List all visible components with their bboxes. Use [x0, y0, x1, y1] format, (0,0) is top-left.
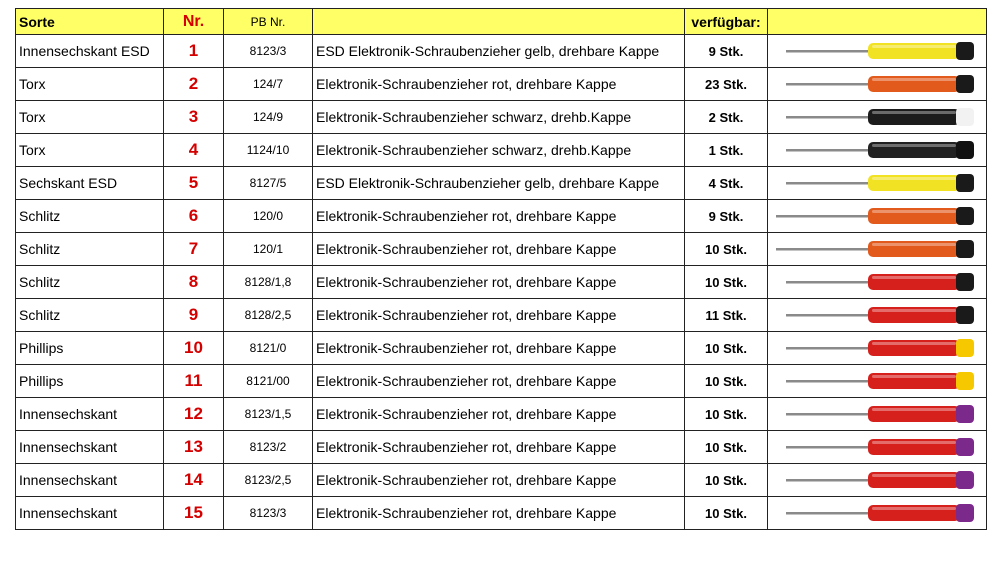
- cell-nr: 3: [164, 101, 224, 134]
- screwdriver-shaft: [786, 50, 872, 53]
- table-row: [16, 200, 987, 233]
- screwdriver-icon: [772, 72, 982, 96]
- screwdriver-shine: [872, 45, 956, 48]
- screwdriver-shaft: [786, 314, 872, 317]
- screwdriver-cap: [956, 504, 974, 522]
- screwdriver-shaft: [786, 380, 872, 383]
- table-row: [16, 35, 987, 68]
- screwdriver-cap: [956, 108, 974, 126]
- cell-image: [768, 68, 987, 101]
- screwdriver-shaft: [786, 116, 872, 119]
- cell-pb-nr: 8123/1,5: [224, 398, 313, 431]
- cell-description: Elektronik-Schraubenzieher rot, drehbare Kappe: [313, 431, 685, 464]
- screwdriver-shaft: [786, 446, 872, 449]
- screwdriver-cap: [956, 405, 974, 423]
- screwdriver-icon: [772, 402, 982, 426]
- screwdriver-shine: [872, 144, 956, 147]
- cell-image: [768, 233, 987, 266]
- screwdriver-icon: [772, 171, 982, 195]
- cell-pb-nr: 8121/00: [224, 365, 313, 398]
- cell-verfuegbar: 10 Stk.: [685, 233, 768, 266]
- cell-verfuegbar: 4 Stk.: [685, 167, 768, 200]
- cell-pb-nr: 8121/0: [224, 332, 313, 365]
- table-row: [16, 497, 987, 530]
- screwdriver-cap: [956, 174, 974, 192]
- table-row: [16, 266, 987, 299]
- cell-verfuegbar: 23 Stk.: [685, 68, 768, 101]
- screwdriver-shine: [872, 177, 956, 180]
- cell-description: Elektronik-Schraubenzieher rot, drehbare Kappe: [313, 233, 685, 266]
- cell-verfuegbar: 2 Stk.: [685, 101, 768, 134]
- table-row: [16, 365, 987, 398]
- screwdriver-icon: [772, 237, 982, 261]
- cell-sorte: Torx: [16, 101, 164, 134]
- screwdriver-shine: [872, 78, 956, 81]
- cell-nr: 10: [164, 332, 224, 365]
- screwdriver-cap: [956, 471, 974, 489]
- table-row: [16, 299, 987, 332]
- cell-image: [768, 398, 987, 431]
- screwdriver-table: [15, 8, 987, 530]
- cell-image: [768, 299, 987, 332]
- cell-pb-nr: 124/9: [224, 101, 313, 134]
- cell-verfuegbar: 10 Stk.: [685, 332, 768, 365]
- cell-pb-nr: 8123/2,5: [224, 464, 313, 497]
- screwdriver-shaft: [786, 149, 872, 152]
- cell-sorte: Torx: [16, 134, 164, 167]
- cell-verfuegbar: 10 Stk.: [685, 266, 768, 299]
- header-pb-nr: PB Nr.: [224, 9, 313, 35]
- cell-sorte: Phillips: [16, 365, 164, 398]
- screwdriver-shine: [872, 474, 956, 477]
- table-row: [16, 332, 987, 365]
- screwdriver-shaft: [776, 248, 872, 251]
- cell-nr: 8: [164, 266, 224, 299]
- screwdriver-icon: [772, 204, 982, 228]
- screwdriver-cap: [956, 240, 974, 258]
- screwdriver-icon: [772, 138, 982, 162]
- cell-sorte: Innensechskant: [16, 431, 164, 464]
- screwdriver-icon: [772, 105, 982, 129]
- cell-description: Elektronik-Schraubenzieher rot, drehbare Kappe: [313, 398, 685, 431]
- screwdriver-shine: [872, 243, 956, 246]
- screwdriver-cap: [956, 372, 974, 390]
- table-row: [16, 134, 987, 167]
- cell-description: Elektronik-Schraubenzieher rot, drehbare Kappe: [313, 332, 685, 365]
- cell-verfuegbar: 9 Stk.: [685, 35, 768, 68]
- header-description: [313, 9, 685, 35]
- screwdriver-icon: [772, 435, 982, 459]
- screwdriver-icon: [772, 303, 982, 327]
- cell-nr: 4: [164, 134, 224, 167]
- screwdriver-icon: [772, 39, 982, 63]
- header-row: [16, 9, 987, 35]
- cell-pb-nr: 120/1: [224, 233, 313, 266]
- cell-sorte: Innensechskant: [16, 398, 164, 431]
- cell-verfuegbar: 10 Stk.: [685, 497, 768, 530]
- cell-nr: 14: [164, 464, 224, 497]
- screwdriver-cap: [956, 207, 974, 225]
- cell-sorte: Schlitz: [16, 266, 164, 299]
- cell-description: Elektronik-Schraubenzieher rot, drehbare Kappe: [313, 68, 685, 101]
- cell-image: [768, 332, 987, 365]
- cell-nr: 7: [164, 233, 224, 266]
- header-image: [768, 9, 987, 35]
- cell-sorte: Schlitz: [16, 200, 164, 233]
- cell-nr: 15: [164, 497, 224, 530]
- cell-pb-nr: 8128/1,8: [224, 266, 313, 299]
- cell-sorte: Sechskant ESD: [16, 167, 164, 200]
- screwdriver-shine: [872, 507, 956, 510]
- table-row: [16, 431, 987, 464]
- cell-description: Elektronik-Schraubenzieher schwarz, drehb.Kappe: [313, 101, 685, 134]
- cell-pb-nr: 8128/2,5: [224, 299, 313, 332]
- cell-verfuegbar: 10 Stk.: [685, 431, 768, 464]
- cell-sorte: Innensechskant: [16, 464, 164, 497]
- cell-pb-nr: 124/7: [224, 68, 313, 101]
- screwdriver-shaft: [786, 182, 872, 185]
- cell-description: Elektronik-Schraubenzieher schwarz, drehb.Kappe: [313, 134, 685, 167]
- cell-image: [768, 200, 987, 233]
- cell-description: ESD Elektronik-Schraubenzieher gelb, drehbare Kappe: [313, 35, 685, 68]
- screwdriver-shine: [872, 375, 956, 378]
- cell-pb-nr: 120/0: [224, 200, 313, 233]
- cell-description: Elektronik-Schraubenzieher rot, drehbare Kappe: [313, 497, 685, 530]
- screwdriver-icon: [772, 336, 982, 360]
- screwdriver-shine: [872, 408, 956, 411]
- screwdriver-cap: [956, 339, 974, 357]
- cell-nr: 13: [164, 431, 224, 464]
- table-row: [16, 167, 987, 200]
- cell-sorte: Torx: [16, 68, 164, 101]
- screwdriver-shine: [872, 441, 956, 444]
- cell-nr: 5: [164, 167, 224, 200]
- cell-verfuegbar: 10 Stk.: [685, 398, 768, 431]
- table-row: [16, 398, 987, 431]
- screwdriver-shaft: [786, 479, 872, 482]
- screwdriver-cap: [956, 141, 974, 159]
- cell-image: [768, 266, 987, 299]
- cell-description: ESD Elektronik-Schraubenzieher gelb, drehbare Kappe: [313, 167, 685, 200]
- cell-verfuegbar: 11 Stk.: [685, 299, 768, 332]
- cell-image: [768, 497, 987, 530]
- cell-nr: 9: [164, 299, 224, 332]
- screwdriver-shaft: [786, 512, 872, 515]
- cell-image: [768, 167, 987, 200]
- cell-verfuegbar: 10 Stk.: [685, 365, 768, 398]
- cell-pb-nr: 8127/5: [224, 167, 313, 200]
- cell-image: [768, 134, 987, 167]
- cell-description: Elektronik-Schraubenzieher rot, drehbare Kappe: [313, 365, 685, 398]
- cell-nr: 12: [164, 398, 224, 431]
- cell-nr: 6: [164, 200, 224, 233]
- cell-nr: 1: [164, 35, 224, 68]
- screwdriver-shaft: [776, 215, 872, 218]
- screwdriver-shine: [872, 111, 956, 114]
- screwdriver-shine: [872, 276, 956, 279]
- screwdriver-shaft: [786, 413, 872, 416]
- table-row: [16, 464, 987, 497]
- table-row: [16, 233, 987, 266]
- cell-sorte: Schlitz: [16, 299, 164, 332]
- screwdriver-icon: [772, 468, 982, 492]
- cell-sorte: Innensechskant ESD: [16, 35, 164, 68]
- screwdriver-icon: [772, 501, 982, 525]
- cell-sorte: Schlitz: [16, 233, 164, 266]
- cell-pb-nr: 8123/3: [224, 497, 313, 530]
- cell-description: Elektronik-Schraubenzieher rot, drehbare Kappe: [313, 464, 685, 497]
- screwdriver-shaft: [786, 347, 872, 350]
- cell-image: [768, 101, 987, 134]
- screwdriver-cap: [956, 306, 974, 324]
- screwdriver-shaft: [786, 83, 872, 86]
- table-row: [16, 68, 987, 101]
- cell-sorte: Innensechskant: [16, 497, 164, 530]
- screwdriver-cap: [956, 273, 974, 291]
- cell-image: [768, 431, 987, 464]
- cell-pb-nr: 8123/3: [224, 35, 313, 68]
- cell-description: Elektronik-Schraubenzieher rot, drehbare Kappe: [313, 266, 685, 299]
- header-verfuegbar: verfügbar:: [685, 9, 768, 35]
- screwdriver-cap: [956, 75, 974, 93]
- screwdriver-icon: [772, 369, 982, 393]
- cell-nr: 11: [164, 365, 224, 398]
- cell-description: Elektronik-Schraubenzieher rot, drehbare Kappe: [313, 299, 685, 332]
- screwdriver-shine: [872, 309, 956, 312]
- cell-pb-nr: 8123/2: [224, 431, 313, 464]
- screwdriver-icon: [772, 270, 982, 294]
- screwdriver-cap: [956, 438, 974, 456]
- table-row: [16, 101, 987, 134]
- screwdriver-cap: [956, 42, 974, 60]
- cell-image: [768, 365, 987, 398]
- cell-verfuegbar: 10 Stk.: [685, 464, 768, 497]
- cell-image: [768, 35, 987, 68]
- screwdriver-shine: [872, 342, 956, 345]
- header-sorte: Sorte: [16, 9, 164, 35]
- header-nr: Nr.: [164, 9, 224, 35]
- cell-image: [768, 464, 987, 497]
- cell-verfuegbar: 9 Stk.: [685, 200, 768, 233]
- cell-sorte: Phillips: [16, 332, 164, 365]
- screwdriver-shaft: [786, 281, 872, 284]
- cell-pb-nr: 1124/10: [224, 134, 313, 167]
- cell-description: Elektronik-Schraubenzieher rot, drehbare Kappe: [313, 200, 685, 233]
- cell-verfuegbar: 1 Stk.: [685, 134, 768, 167]
- screwdriver-shine: [872, 210, 956, 213]
- cell-nr: 2: [164, 68, 224, 101]
